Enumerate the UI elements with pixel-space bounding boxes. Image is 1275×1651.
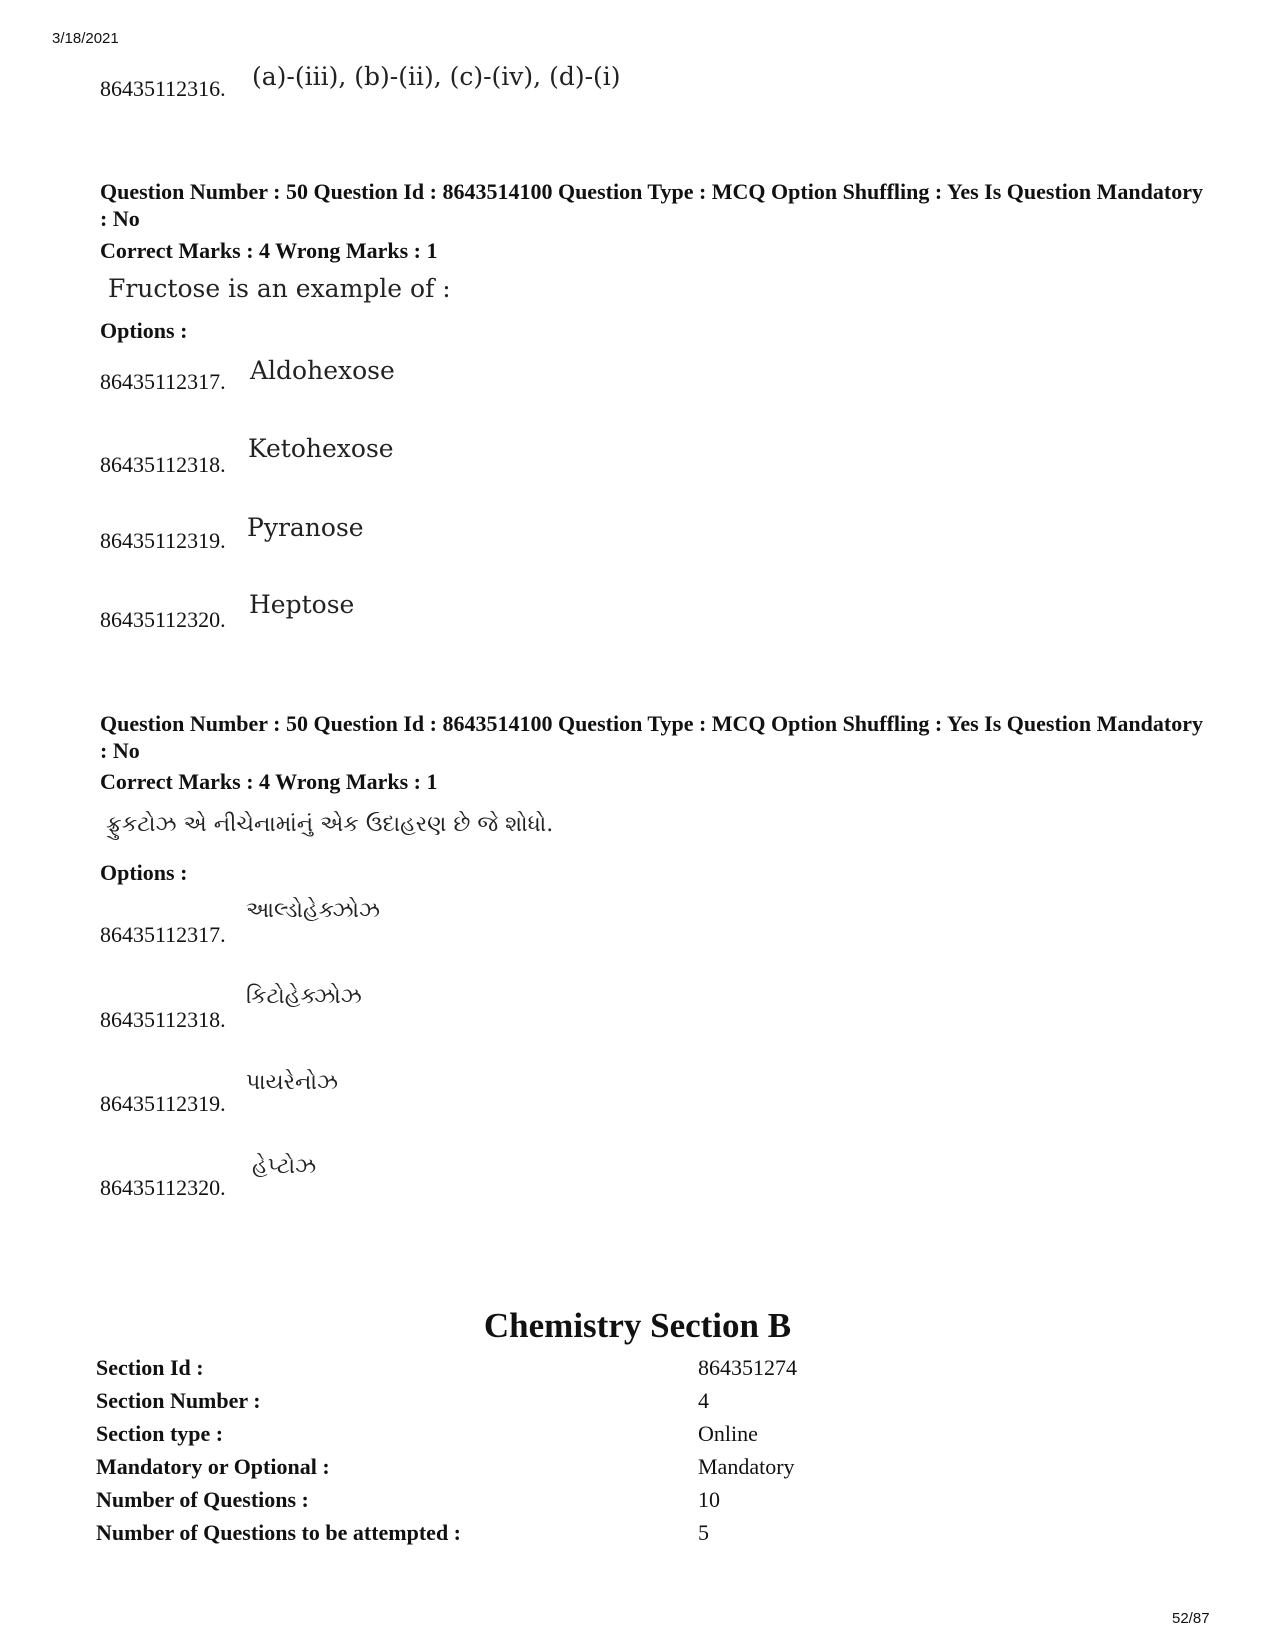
option-text: પાયરેનોઝ (246, 1070, 338, 1095)
section-info-label: Number of Questions : (96, 1487, 309, 1512)
options-label: Options : (100, 860, 188, 885)
section-info-value: 5 (698, 1520, 709, 1545)
option-text: આલ્ડોહેક્ઝોઝ (246, 898, 380, 923)
option-id: 86435112317. (100, 369, 226, 394)
section-info-label: Number of Questions to be attempted : (96, 1520, 462, 1545)
section-info-value: 864351274 (698, 1355, 797, 1380)
question-marks: Correct Marks : 4 Wrong Marks : 1 (100, 238, 438, 263)
option-id: 86435112318. (100, 1007, 226, 1032)
section-info-label: Section Id : (96, 1355, 204, 1380)
section-title: Chemistry Section B (483, 1306, 792, 1345)
section-info-value: 10 (698, 1487, 720, 1512)
section-info-value: Online (698, 1421, 758, 1446)
option-text: હેપ્ટોઝ (252, 1154, 317, 1179)
section-info-label: Section type : (96, 1421, 224, 1446)
option-text: Ketohexose (248, 434, 394, 463)
option-id: 86435112319. (100, 528, 226, 553)
option-text: કિટોહેક્ઝોઝ (246, 984, 362, 1009)
question-text: ફ્રુકટોઝ એ નીચેનામાંનું એક ઉદાહરણ છે જે શોધો. (106, 812, 554, 837)
section-info-label: Mandatory or Optional : (96, 1454, 330, 1479)
question-marks: Correct Marks : 4 Wrong Marks : 1 (100, 769, 438, 794)
section-info-value: Mandatory (698, 1454, 795, 1479)
option-id: 86435112320. (100, 607, 226, 632)
print-date: 3/18/2021 (52, 30, 119, 47)
question-meta: Question Number : 50 Question Id : 8643514100 Question Type : MCQ Option Shuffling : Yes Is Question Mandatory : No (100, 711, 1203, 763)
section-info-value: 4 (698, 1388, 709, 1413)
option-text: Pyranose (247, 513, 364, 542)
option-id: 86435112319. (100, 1091, 226, 1116)
page-number: 52/87 (1172, 1610, 1210, 1627)
option-id: 86435112316. (100, 76, 226, 101)
options-label: Options : (100, 318, 188, 343)
option-text: (a)-(iii), (b)-(ii), (c)-(iv), (d)-(i) (252, 62, 621, 91)
option-text: Heptose (249, 590, 355, 619)
question-text: Fructose is an example of : (108, 274, 451, 303)
option-id: 86435112320. (100, 1175, 226, 1200)
option-text: Aldohexose (250, 356, 395, 385)
section-info-label: Section Number : (96, 1388, 261, 1413)
option-id: 86435112317. (100, 922, 226, 947)
question-meta: Question Number : 50 Question Id : 8643514100 Question Type : MCQ Option Shuffling : Yes Is Question Mandatory : No (100, 179, 1203, 231)
option-id: 86435112318. (100, 452, 226, 477)
